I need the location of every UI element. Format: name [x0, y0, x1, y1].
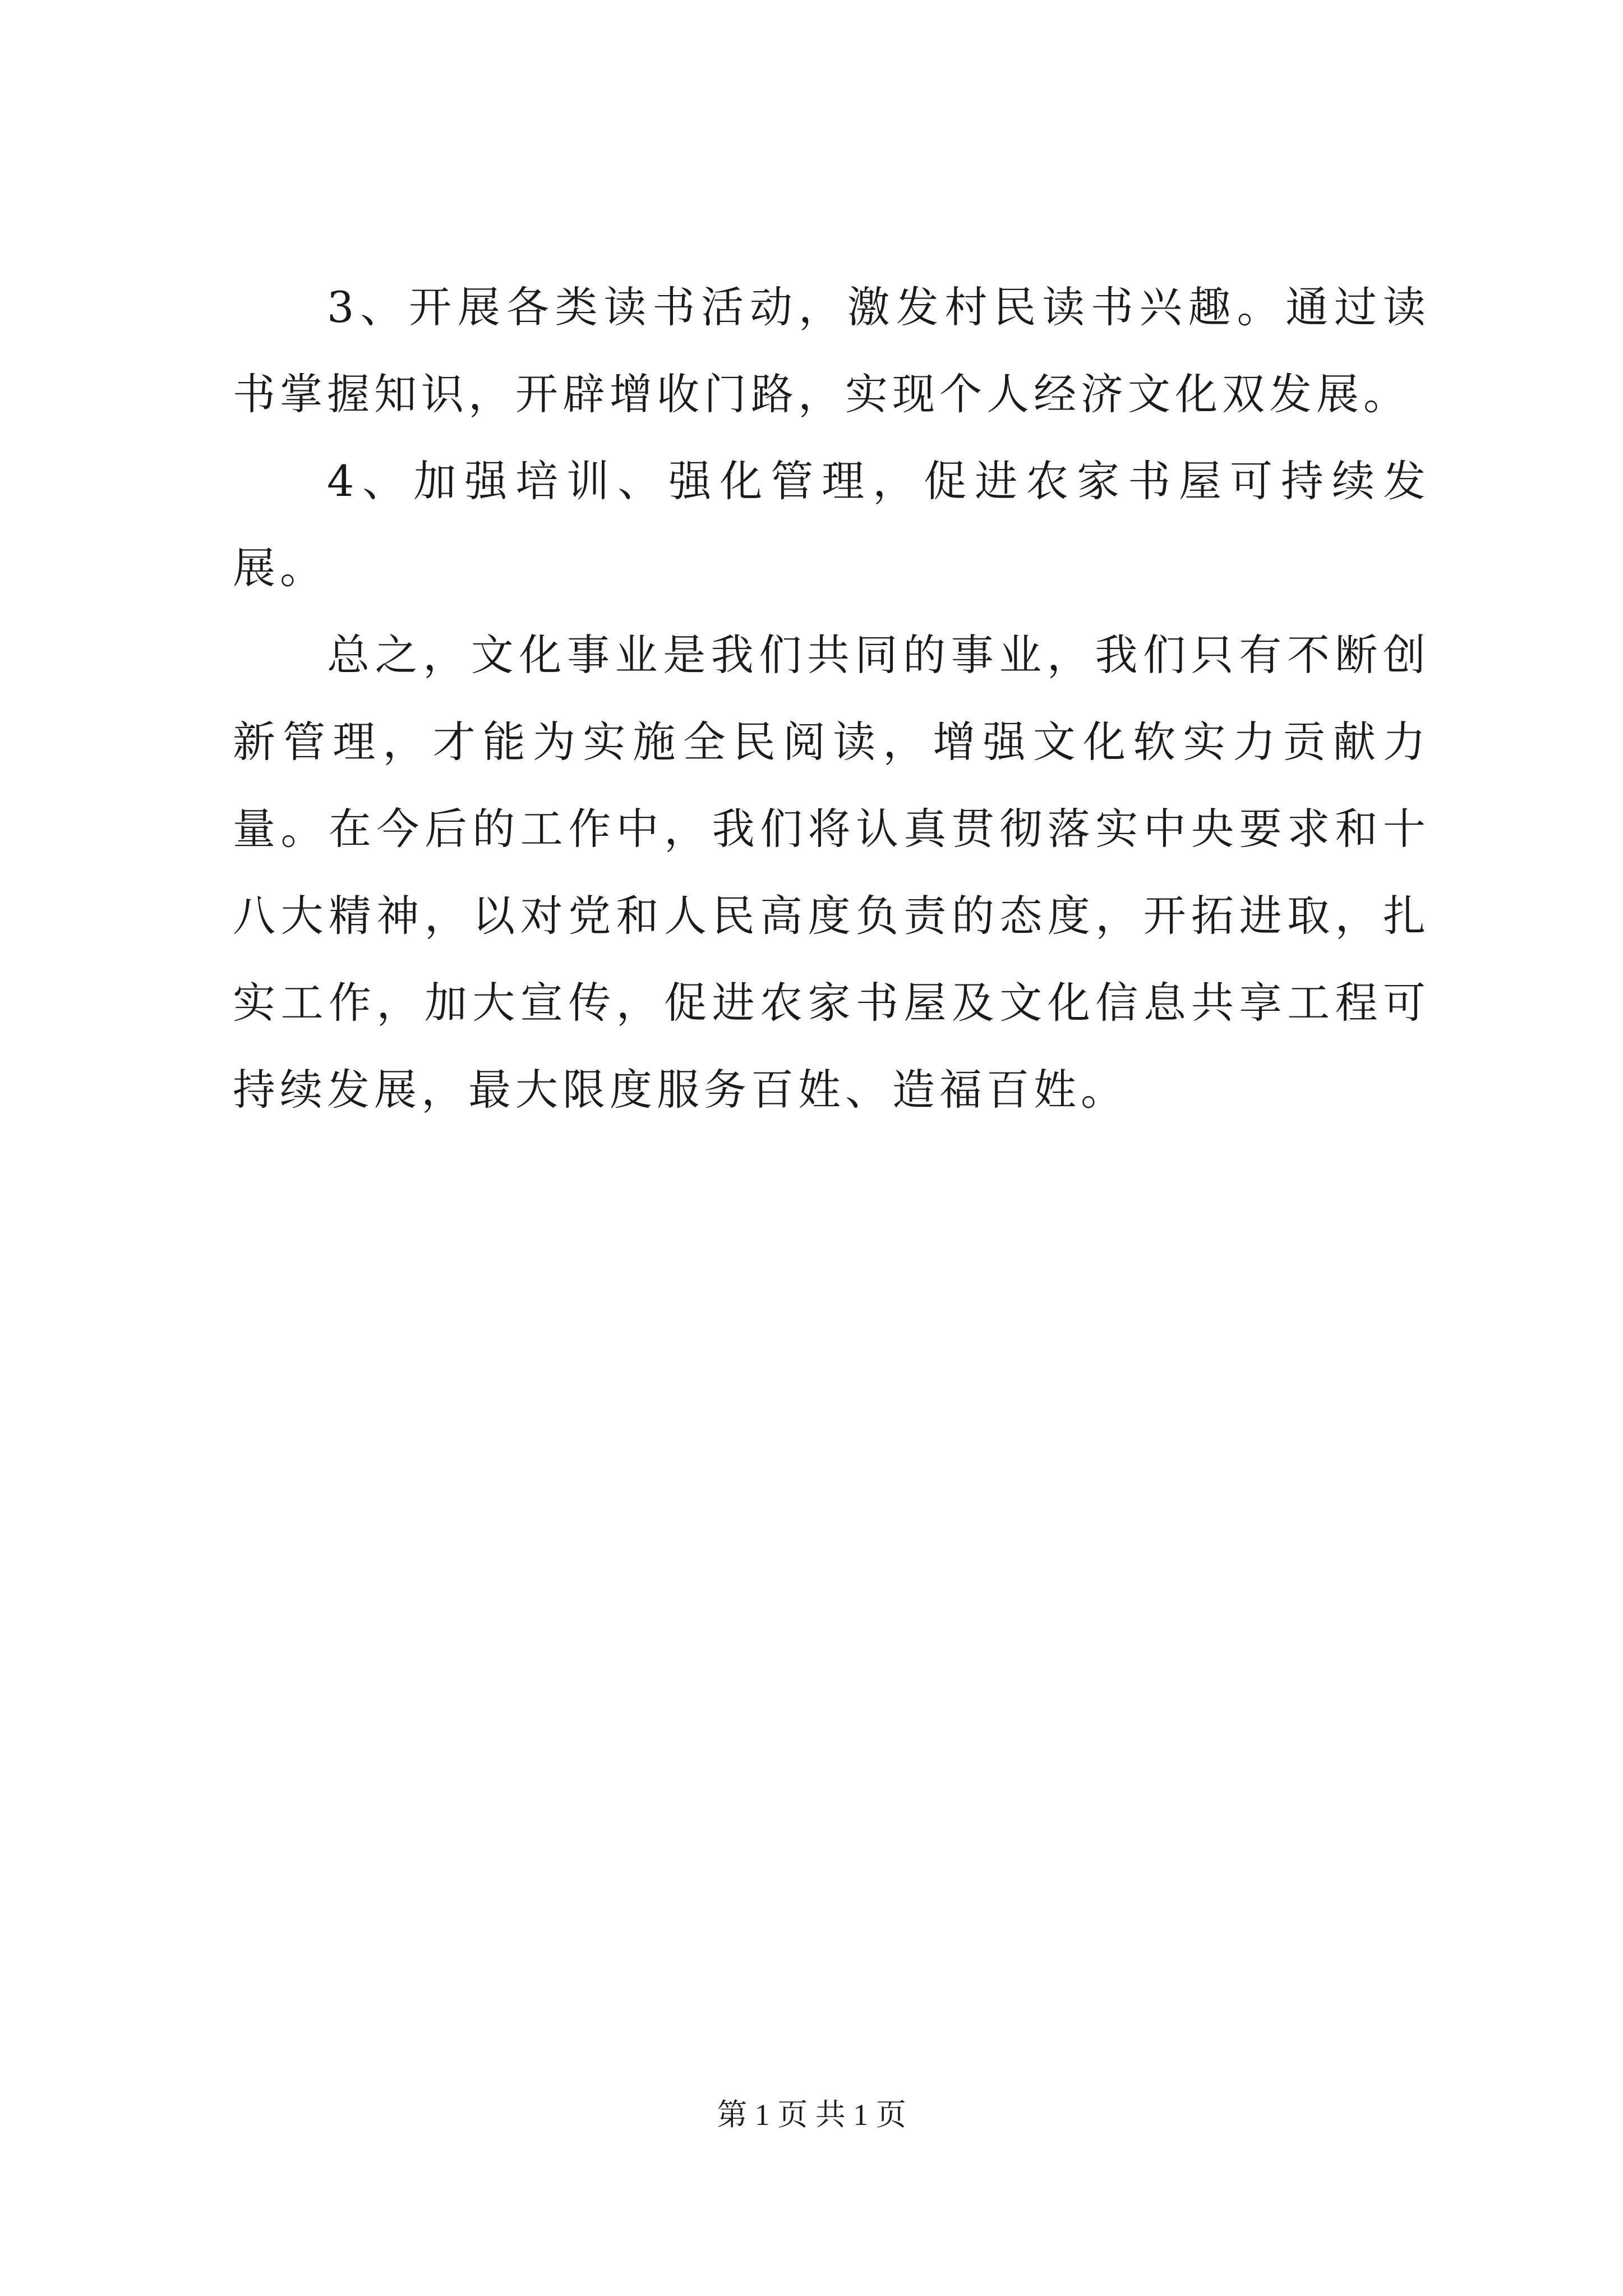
paragraph-item-4: 4、加强培训、强化管理，促进农家书屋可持续发展。: [233, 456, 1430, 593]
page-footer: 第 1 页 共 1 页: [717, 2098, 906, 2132]
document-body: [233, 264, 1430, 1133]
paragraph-item-3: 3、开展各类读书活动，激发村民读书兴趣。通过读书掌握知识，开辟增收门路，实现个人经济文化双发展。: [233, 282, 1430, 419]
paragraph-conclusion: 总之，文化事业是我们共同的事业，我们只有不断创新管理，才能为实施全民阅读，增强文化软实力贡献力量。在今后的工作中，我们将认真贯彻落实中央要求和十八大精神，以对党和人民高度负责的态度，开拓进取，扎实工作，加大宣传，促进农家书屋及文化信息共享工程可持续发展，最大限度服务百姓、造福百姓。: [233, 630, 1430, 1115]
